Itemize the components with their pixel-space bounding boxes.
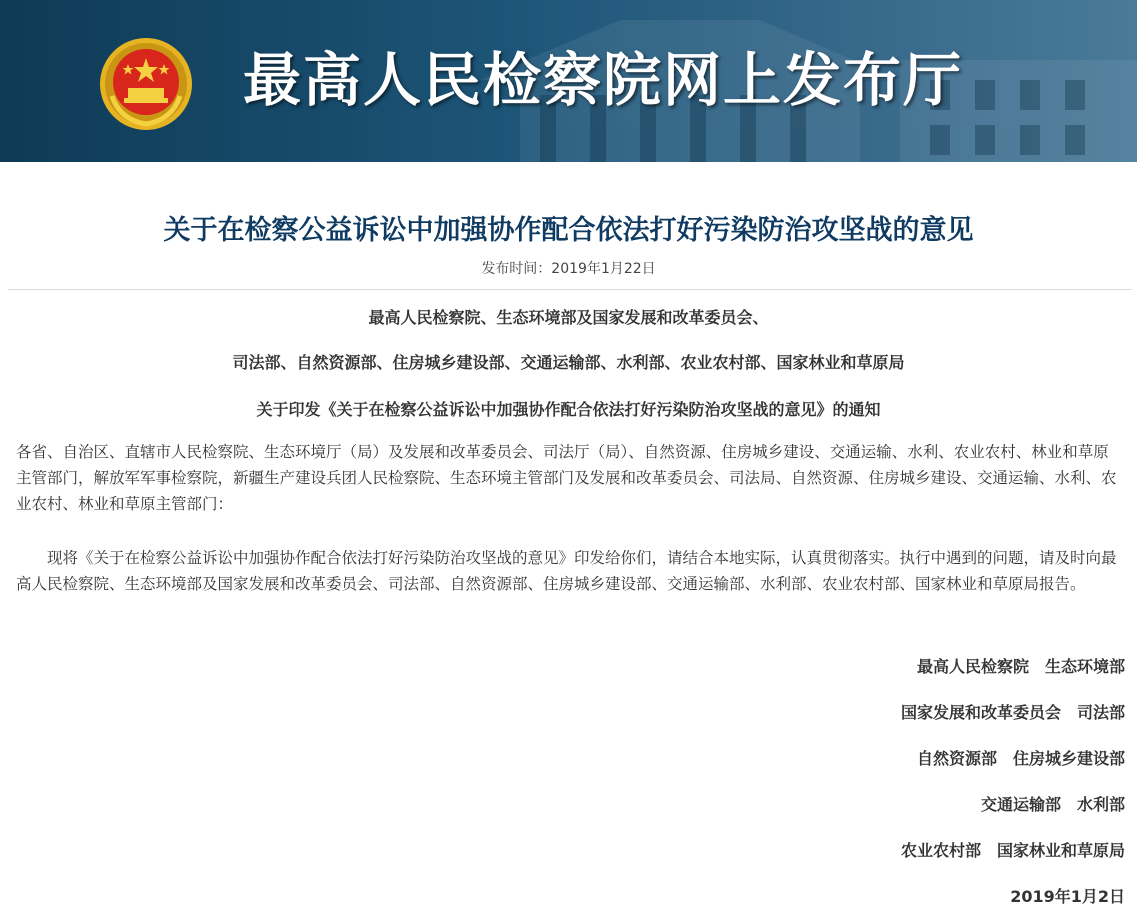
signatory-line: 交通运输部 水利部 [980, 795, 1125, 814]
header-banner [0, 0, 1137, 162]
headline-line: 司法部、自然资源部、住房城乡建设部、交通运输部、水利部、农业农村部、国家林业和草原局 [232, 353, 905, 372]
signatory-line: 自然资源部 住房城乡建设部 [916, 749, 1125, 768]
body-paragraph: 现将《关于在检察公益诉讼中加强协作配合依法打好污染防治攻坚战的意见》印发给你们，请结合本地实际，认真贯彻落实。执行中遇到的问题，请及时向最高人民检察院、生态环境部及国家发展和改革委员会、司法部、自然资源部、住房城乡建设部、交通运输部、水利部、农业农村部、国家林业和草原局报告。 [16, 549, 1117, 593]
article-title: 关于在检察公益诉讼中加强协作配合依法打好污染防治攻坚战的意见 [163, 215, 974, 246]
headline-line: 关于印发《关于在检察公益诉讼中加强协作配合依法打好污染防治攻坚战的意见》的通知 [256, 400, 881, 419]
headline-line: 最高人民检察院、生态环境部及国家发展和改革委员会、 [368, 308, 769, 327]
signatory-line: 农业农村部 国家林业和草原局 [900, 841, 1125, 860]
publish-time: 发布时间：2019年1月22日 [481, 261, 656, 277]
signatory-line: 国家发展和改革委员会 司法部 [900, 703, 1125, 722]
signatory-line: 最高人民检察院 生态环境部 [916, 657, 1125, 676]
site-title: 最高人民检察院网上发布厅 [243, 46, 964, 114]
addressee-paragraph: 各省、自治区、直辖市人民检察院、生态环境厅（局）及发展和改革委员会、司法厅（局）、自然资源、住房城乡建设、交通运输、水利、农业农村、林业和草原主管部门，解放军军事检察院，新疆生产建设兵团人民检察院、生态环境主管部门及发展和改革委员会、司法局、自然资源、住房城乡建设、交通运输、水利、农业农村、林业和草原主管部门： [16, 443, 1117, 513]
sign-date: 2019年1月2日 [1010, 887, 1125, 906]
divider [8, 289, 1132, 290]
procuratorate-emblem-icon [98, 36, 194, 132]
